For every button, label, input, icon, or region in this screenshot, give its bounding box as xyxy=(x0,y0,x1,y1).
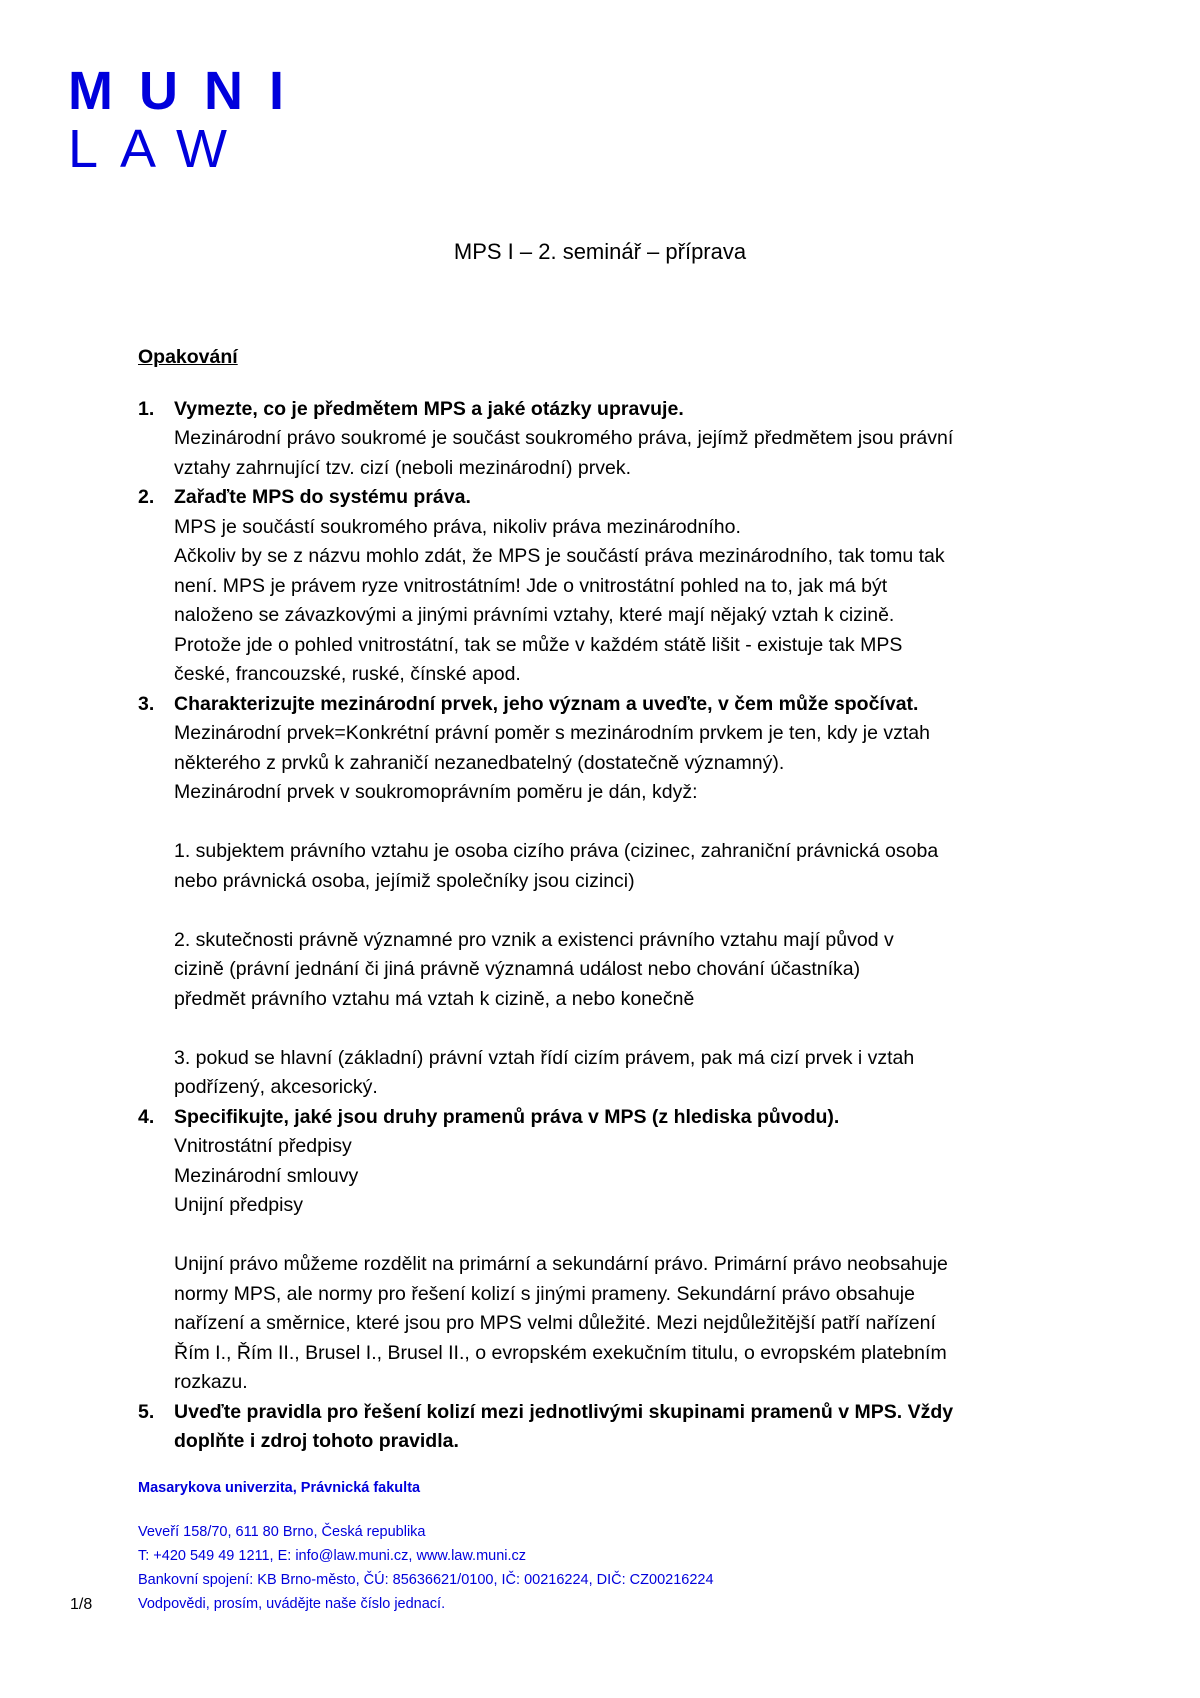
list-item xyxy=(138,395,1078,484)
answer-line: 2. skutečnosti právně významné pro vznik a existenci právního vztahu mají původ v xyxy=(174,928,894,951)
question-number: 5. xyxy=(138,1400,155,1423)
answer-line: vztahy zahrnující tzv. cizí (neboli mezinárodní) prvek. xyxy=(174,456,631,479)
blank-line xyxy=(174,1221,1078,1251)
blank-line xyxy=(174,808,1078,838)
document-body xyxy=(138,343,1078,1457)
section-heading: Opakování xyxy=(138,346,238,368)
question-text: Zařaďte MPS do systému práva. xyxy=(174,486,471,508)
list-item xyxy=(138,1398,1078,1457)
footer-institution: Masarykova univerzita, Právnická fakulta xyxy=(138,1480,421,1496)
answer-line: Ačkoliv by se z názvu mohlo zdát, že MPS je součástí práva mezinárodního, tak tomu tak xyxy=(174,545,945,567)
question-list xyxy=(138,395,1078,1457)
answer-line: české, francouzské, ruské, čínské apod. xyxy=(174,663,521,685)
blank-line xyxy=(174,896,1078,926)
answer-line: některého z prvků k zahraničí nezanedbatelný (dostatečně významný). xyxy=(174,751,785,774)
page-number: 1/8 xyxy=(70,1596,93,1613)
answer-line: naloženo se závazkovými a jinými právními vztahy, které mají nějaký vztah k cizině. xyxy=(174,604,895,626)
answer-line: Mezinárodní prvek v soukromoprávním poměru je dán, když: xyxy=(174,781,698,803)
blank-line xyxy=(174,1014,1078,1044)
logo-line-muni: MUNI xyxy=(68,61,310,121)
question-text: Uveďte pravidla pro řešení kolizí mezi jednotlivými skupinami pramenů v MPS. Vždy xyxy=(174,1400,954,1423)
question-number: 2. xyxy=(138,486,155,508)
question-text: Specifikujte, jaké jsou druhy pramenů práva v MPS (z hlediska původu). xyxy=(174,1105,840,1128)
footer-address: Veveří 158/70, 611 80 Brno, Česká republika xyxy=(138,1524,426,1540)
footer-contact: T: +420 549 49 1211, E: info@law.muni.cz, www.law.muni.cz xyxy=(138,1548,527,1564)
answer-line: Mezinárodní právo soukromé je součást soukromého práva, jejímž předmětem jsou právní xyxy=(174,427,954,449)
question-number: 3. xyxy=(138,692,155,715)
question-text: Vymezte, co je předmětem MPS a jaké otázky upravuje. xyxy=(174,397,684,420)
answer-line: Vnitrostátní předpisy xyxy=(174,1135,352,1157)
answer-line: Mezinárodní smlouvy xyxy=(174,1164,359,1187)
footer xyxy=(138,1476,714,1616)
answer-line: Unijní předpisy xyxy=(174,1194,303,1216)
question-text: Charakterizujte mezinárodní prvek, jeho význam a uveďte, v čem může spočívat. xyxy=(174,692,919,715)
answer-line: Mezinárodní prvek=Konkrétní právní poměr s mezinárodním prvkem je ten, kdy je vztah xyxy=(174,722,930,744)
muni-law-logo xyxy=(68,62,310,178)
answer-line: nebo právnická osoba, jejímiž společníky jsou cizinci) xyxy=(174,869,635,892)
answer-line: podřízený, akcesorický. xyxy=(174,1076,378,1098)
footer-bank: Bankovní spojení: KB Brno-město, ČÚ: 85636621/0100, IČ: 00216224, DIČ: CZ00216224 xyxy=(138,1572,714,1588)
logo-line-law: LAW xyxy=(68,119,250,179)
answer-line: Řím I., Řím II., Brusel I., Brusel II., o evropském exekučním titulu, o evropském platebním xyxy=(174,1341,947,1364)
list-item xyxy=(138,1103,1078,1398)
document-title: MPS I – 2. seminář – příprava xyxy=(453,239,747,264)
answer-line: normy MPS, ale normy pro řešení kolizí s jinými prameny. Sekundární právo obsahuje xyxy=(174,1282,915,1305)
answer-line: rozkazu. xyxy=(174,1371,248,1393)
answer-line: 1. subjektem právního vztahu je osoba cizího práva (cizinec, zahraniční právnická osoba xyxy=(174,840,939,862)
answer-line: Unijní právo můžeme rozdělit na primární a sekundární právo. Primární právo neobsahuje xyxy=(174,1253,948,1275)
list-item xyxy=(138,690,1078,1103)
answer-line: cizině (právní jednání či jiná právně významná událost nebo chování účastníka) xyxy=(174,958,861,980)
answer-line: není. MPS je právem ryze vnitrostátním! Jde o vnitrostátní pohled na to, jak má být xyxy=(174,574,888,597)
list-item xyxy=(138,483,1078,690)
answer-line: nařízení a směrnice, které jsou pro MPS velmi důležité. Mezi nejdůležitější patří nařízení xyxy=(174,1312,936,1334)
answer-line: Protože jde o pohled vnitrostátní, tak se může v každém státě lišit - existuje tak MPS xyxy=(174,633,903,656)
answer-line: MPS je součástí soukromého práva, nikoliv práva mezinárodního. xyxy=(174,515,741,538)
footer-note: Vodpovědi, prosím, uvádějte naše číslo jednací. xyxy=(138,1596,446,1612)
question-number: 4. xyxy=(138,1105,155,1128)
question-number: 1. xyxy=(138,397,155,420)
answer-line: 3. pokud se hlavní (základní) právní vztah řídí cizím právem, pak má cizí prvek i vztah xyxy=(174,1046,915,1069)
question-text: doplňte i zdroj tohoto pravidla. xyxy=(174,1430,459,1452)
answer-line: předmět právního vztahu má vztah k cizině, a nebo konečně xyxy=(174,987,695,1010)
